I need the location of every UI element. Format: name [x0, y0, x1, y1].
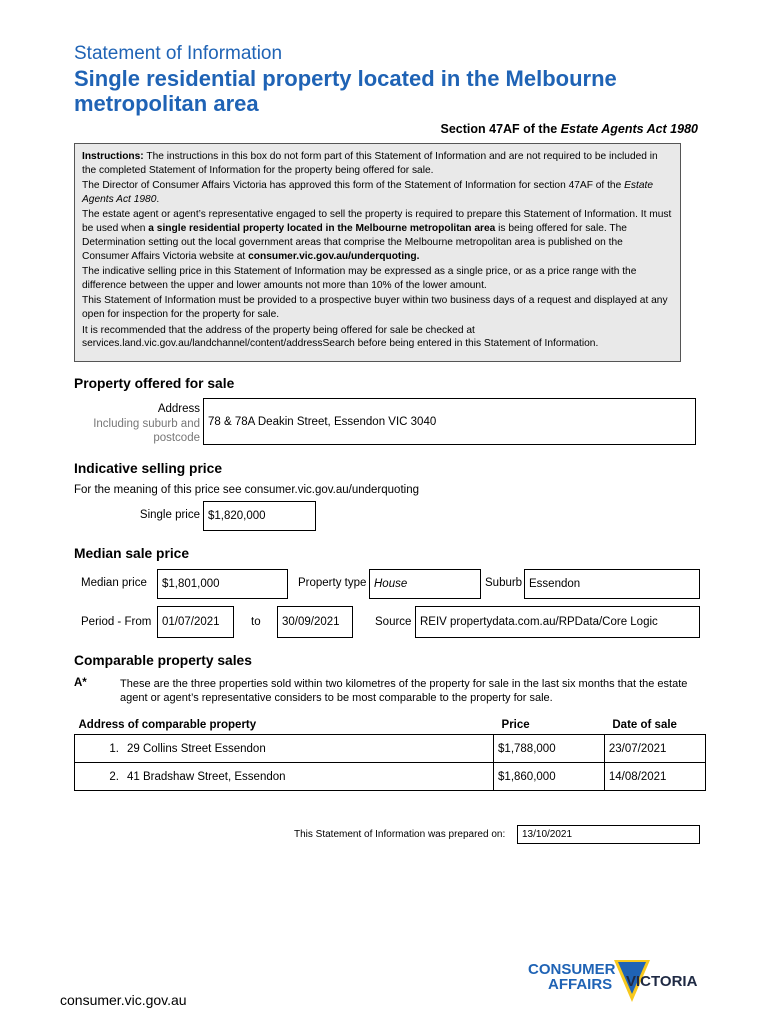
instructions-p1 — [82, 150, 672, 178]
property-type-value: House — [374, 578, 408, 590]
period-from-value: 01/07/2021 — [162, 616, 220, 628]
single-price-field[interactable] — [203, 501, 316, 531]
period-to-label: to — [251, 616, 261, 628]
col-date-header: Date of sale — [612, 719, 677, 731]
instructions-text-3c: is being offered for sale. The Determination setting out the local government areas that comprise the Melbourne metropolitan area is published on the Consumer Affairs Victoria website at — [82, 223, 627, 262]
median-price-label: Median price — [81, 577, 147, 589]
section-prefix: Section 47AF of the — [440, 122, 558, 136]
comparable-address-cell[interactable] — [75, 735, 494, 763]
suburb-field[interactable] — [524, 569, 700, 599]
section-reference — [441, 122, 699, 136]
instructions-p2: The Director of Consumer Affairs Victoria has approved this form of the Statement of Information for section 47AF of the Estate Agents Act 1980. — [82, 180, 653, 205]
row-number: 2. — [109, 770, 119, 783]
instructions-text-3b: a single residential property located in the Melbourne metropolitan area — [148, 223, 496, 235]
address-label-line3: postcode — [153, 432, 200, 444]
address-field[interactable] — [203, 398, 696, 445]
source-value: REIV propertydata.com.au/RPData/Core Logic — [420, 616, 658, 628]
address-value: 78 & 78A Deakin Street, Essendon VIC 3040 — [208, 415, 437, 428]
form-title: Single residential property located in the Melbourne metropolitan area — [74, 66, 617, 116]
comparable-heading: Comparable property sales — [74, 653, 252, 668]
comparable-price-cell[interactable]: $1,860,000 — [494, 763, 605, 791]
address-label-line1: Address — [157, 403, 200, 415]
col-price-header: Price — [501, 719, 530, 731]
comparable-note: These are the three properties sold within two kilometres of the property for sale in the last six months that the estate agent or agent’s representative considers to be most comparable to the property for sale. — [120, 678, 688, 704]
prepared-date-value: 13/10/2021 — [522, 829, 573, 840]
comparable-marker: A* — [74, 677, 87, 689]
instructions-text-2a: The Director of Consumer Affairs Victoria has approved this form of the Statement of Information for section 47AF of the — [82, 180, 622, 192]
table-row — [75, 763, 706, 791]
comparable-address: 29 Collins Street Essendon — [127, 742, 266, 755]
period-from-field[interactable] — [157, 606, 234, 638]
period-to-value: 30/09/2021 — [282, 616, 340, 628]
prepared-date-field[interactable] — [517, 825, 700, 844]
prepared-label: This Statement of Information was prepared on: — [294, 829, 506, 840]
median-price-value: $1,801,000 — [162, 578, 220, 590]
property-type-field[interactable] — [369, 569, 481, 599]
instructions-p6: It is recommended that the address of the property being offered for sale be checked at services.land.vic.gov.au/landchannel/content/addressSearch before being entered in this Statement of Information. — [82, 324, 599, 350]
instructions-text-2b: Estate Agents Act 1980 — [82, 180, 653, 205]
logo-text-consumer: CONSUMER — [528, 961, 616, 978]
property-heading: Property offered for sale — [74, 376, 235, 391]
instructions-p3 — [82, 208, 672, 263]
row-number: 1. — [109, 742, 119, 755]
period-to-field[interactable] — [277, 606, 353, 638]
section-act: Estate Agents Act 1980 — [560, 122, 698, 136]
logo-text-affairs: AFFAIRS — [548, 976, 613, 993]
consumer-affairs-victoria-logo — [528, 958, 708, 1006]
indicative-note: For the meaning of this price see consumer.vic.gov.au/underquoting — [74, 484, 419, 496]
address-label-line2: Including suburb and — [93, 417, 200, 430]
col-address-header: Address of comparable property — [78, 719, 257, 731]
instructions-label: Instructions: — [82, 151, 144, 162]
single-price-label: Single price — [139, 509, 200, 521]
instructions-p4: The indicative selling price in this Statement of Information may be expressed as a single price, or as a price range with the difference between the upper and lower amounts not more than 10% of the lower amount. — [82, 266, 637, 291]
median-price-field[interactable] — [157, 569, 288, 599]
property-type-label: Property type — [298, 577, 367, 589]
footer-url: consumer.vic.gov.au — [60, 992, 187, 1008]
comparable-address-cell[interactable] — [75, 763, 494, 791]
form-subtitle: Statement of Information — [74, 43, 283, 64]
suburb-value: Essendon — [529, 578, 581, 590]
address-label — [74, 402, 200, 446]
comparable-date-cell[interactable]: 23/07/2021 — [604, 735, 705, 763]
indicative-heading: Indicative selling price — [74, 461, 222, 476]
instructions-p5: This Statement of Information must be provided to a prospective buyer within two business days of a request and displayed at any open for inspection for the property for sale. — [82, 295, 668, 321]
logo-graphic — [528, 958, 708, 1006]
suburb-label: Suburb — [485, 577, 523, 589]
instructions-text-3d: consumer.vic.gov.au/underquoting. — [248, 250, 420, 262]
source-field[interactable] — [415, 606, 700, 638]
instructions-text-3a: The estate agent or agent’s representative engaged to sell the property is required to prepare this Statement of Information. It must be used when — [82, 209, 672, 235]
logo-text-victoria: VICTORIA — [626, 973, 698, 990]
period-from-label: Period - From — [81, 616, 152, 628]
instructions-box — [74, 143, 681, 362]
single-price-value: $1,820,000 — [208, 510, 266, 522]
median-heading: Median sale price — [74, 546, 190, 561]
instructions-text-1: The instructions in this box do not form part of this Statement of Information and are not required to be included in the completed Statement of Information for the property being offered for sale. — [82, 151, 658, 176]
source-label: Source — [375, 616, 412, 628]
comparable-date-cell[interactable]: 14/08/2021 — [604, 763, 705, 791]
comparable-address: 41 Bradshaw Street, Essendon — [127, 770, 286, 783]
comparable-price-cell[interactable]: $1,788,000 — [494, 735, 605, 763]
comparable-table-header — [75, 716, 706, 735]
table-row — [75, 735, 706, 763]
comparable-table — [74, 716, 706, 791]
